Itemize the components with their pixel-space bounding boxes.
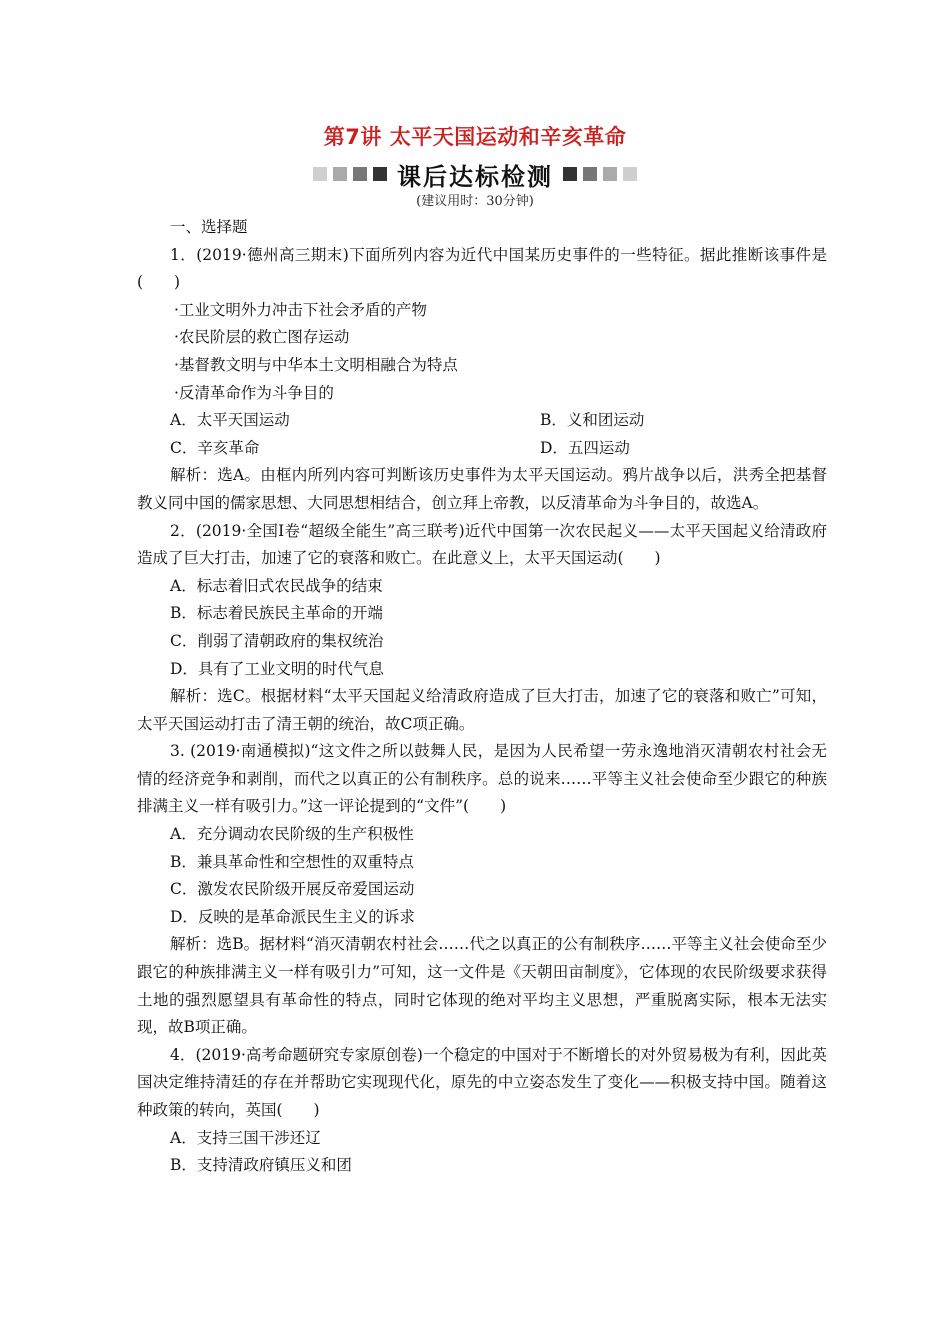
question-1-option-d: D．五四运动 [540, 438, 630, 457]
banner-square-icon [603, 167, 617, 181]
banner-title: 课后达标检测 [397, 162, 553, 191]
lesson-title: 第7讲 太平天国运动和辛亥革命 [323, 125, 627, 149]
question-4-option-a: A．支持三国干涉还辽 [170, 1128, 321, 1147]
banner-squares-right [563, 167, 637, 181]
question-1-analysis: 解析：选A。由框内所列内容可判断该历史事件为太平天国运动。鸦片战争以后，洪秀全把基督教义同中国的儒家思想、大同思想相结合，创立拜上帝教，以反清革命为斗争目的，故选A。 [137, 466, 827, 512]
question-3-stem: 3. (2019·南通模拟)“这文件之所以鼓舞人民，是因为人民希望一劳永逸地消灭清朝农村社会无情的经济竞争和剥削，而代之以真正的公有制秩序。总的说来……平等主义社会使命至少跟它的种族排满主义一样有吸引力。”这一评论提到的“文件”( ) [137, 742, 827, 816]
question-1-option-b: B．义和团运动 [540, 411, 645, 430]
question-4-option-b: B．支持清政府镇压义和团 [170, 1156, 352, 1175]
question-2-option-c: C．削弱了清朝政府的集权统治 [170, 631, 384, 650]
question-3-option-c: C．激发农民阶级开展反帝爱国运动 [170, 880, 415, 899]
question-4-stem: 4．(2019·高考命题研究专家原创卷)一个稳定的中国对于不断增长的对外贸易极为有利，因此英国决定维持清廷的存在并帮助它实现现代化，原先的中立姿态发生了变化——积极支持中国。随着这种政策的转向，英国( ) [137, 1045, 827, 1119]
question-1-options-row [137, 407, 827, 435]
section-heading: 一、选择题 [170, 218, 248, 236]
question-1-feature: ·反清革命作为斗争目的 [174, 383, 334, 402]
question-1-stem: 1．(2019·德州高三期末)下面所列内容为近代中国某历史事件的一些特征。据此推断该事件是( ) [137, 245, 827, 292]
document-body [137, 214, 827, 1180]
banner-square-icon [333, 167, 347, 181]
banner-square-icon [313, 167, 327, 181]
question-1-feature: ·基督教文明与中华本土文明相融合为特点 [174, 355, 458, 374]
banner-square-icon [563, 167, 577, 181]
question-3-option-b: B．兼具革命性和空想性的双重特点 [170, 852, 414, 871]
banner-square-icon [583, 167, 597, 181]
question-1-option-a: A．太平天国运动 [170, 411, 290, 430]
section-banner [0, 159, 950, 189]
question-2-option-d: D．具有了工业文明的时代气息 [170, 659, 384, 678]
question-2-option-a: A．标志着旧式农民战争的结束 [170, 576, 383, 595]
banner-square-icon [373, 167, 387, 181]
banner-squares-left [313, 167, 387, 181]
question-3-analysis: 解析：选B。据材料“消灭清朝农村社会……代之以真正的公有制秩序……平等主义社会使命至少跟它的种族排满主义一样有吸引力”可知，这一文件是《天朝田亩制度》，它体现的农民阶级要求获得土地的强烈愿望具有革命性的特点，同时它体现的绝对平均主义思想，严重脱离实际，根本无法实现，故B项正确。 [137, 935, 827, 1037]
question-2-analysis: 解析：选C。根据材料“太平天国起义给清政府造成了巨大打击，加速了它的衰落和败亡”可知，太平天国运动打击了清王朝的统治，故C项正确。 [137, 687, 827, 733]
question-2-option-b: B．标志着民族民主革命的开端 [170, 604, 383, 623]
question-2-stem: 2．(2019·全国Ⅰ卷“超级全能生”高三联考)近代中国第一次农民起义——太平天国起义给清政府造成了巨大打击，加速了它的衰落和败亡。在此意义上，太平天国运动( ) [137, 521, 827, 568]
question-3-option-d: D．反映的是革命派民生主义的诉求 [170, 907, 415, 926]
banner-square-icon [353, 167, 367, 181]
question-3-option-a: A．充分调动农民阶级的生产积极性 [170, 825, 414, 844]
banner-square-icon [623, 167, 637, 181]
time-hint: (建议用时：30分钟) [416, 194, 534, 209]
question-1-option-c: C．辛亥革命 [170, 438, 260, 457]
question-1-options-row [137, 435, 827, 463]
question-1-feature: ·农民阶层的救亡图存运动 [174, 328, 350, 347]
question-1-feature: ·工业文明外力冲击下社会矛盾的产物 [174, 300, 427, 319]
